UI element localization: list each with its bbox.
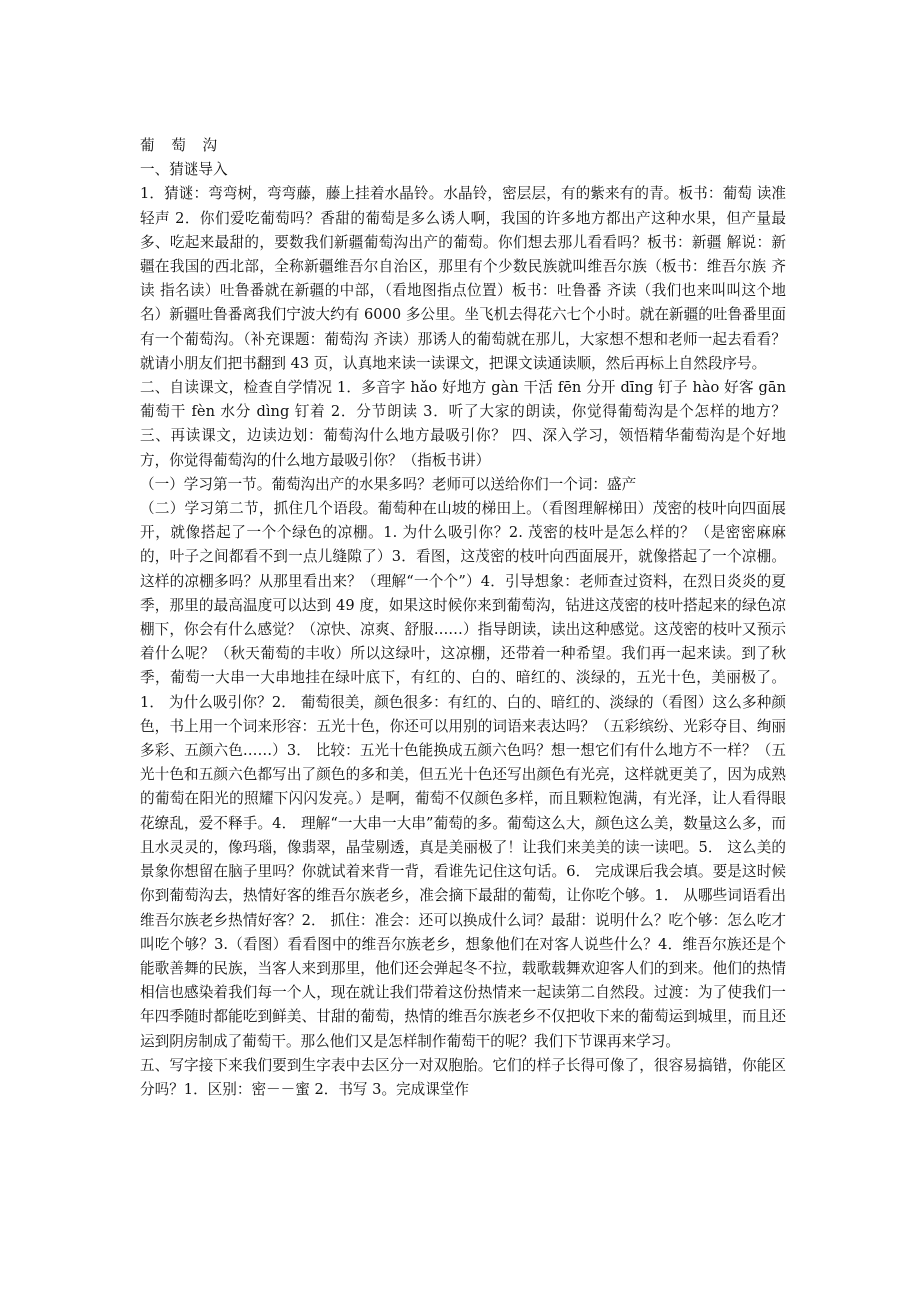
paragraph-riddle-introduction: 1．猜谜：弯弯树，弯弯藤，藤上挂着水晶铃。水晶铃，密层层，有的紫来有的青。板书：葡萄 读准轻声 2．你们爱吃葡萄吗？香甜的葡萄是多么诱人啊，我国的许多地方都出产这种水果，但产量最多、吃起来最甜的，要数我们新疆葡萄沟出产的葡萄。你们想去那儿看看吗？板书：新疆 解说：新疆在我国的西北部，全称新疆维吾尔自治区，那里有个少数民族就叫维吾尔族（板书：维吾尔族 齐读 指名读）吐鲁番就在新疆的中部，（看地图指点位置）板书：吐鲁番 齐读（我们也来叫叫这个地名）新疆吐鲁番离我们宁波大约有 6000 多公里。坐飞机去得花六七个小时。就在新疆的吐鲁番里面有一个葡萄沟。（补充课题：葡萄沟 齐读）那诱人的葡萄就在那儿，大家想不想和老师一起去看看？就请小朋友们把书翻到 43 页，认真地来读一读课文，把课文读通读顺，然后再标上自然段序号。	[140, 185, 786, 372]
paragraph-section-one: （一）学习第一节。葡萄沟出产的水果多吗？老师可以送给你们一个词：盛产	[140, 475, 637, 493]
section-heading-guess-intro: 一、猜谜导入	[140, 161, 228, 179]
document-page	[140, 134, 786, 1102]
document-title: 葡 萄 沟	[140, 137, 224, 154]
paragraph-section-two: （二）学习第二节，抓住几个语段。葡萄种在山坡的梯田上。（看图理解梯田）茂密的枝叶向四面展开，就像搭起了一个个绿色的凉棚。1. 为什么吸引你？2. 茂密的枝叶是怎么样的？（是密密麻麻的，叶子之间都看不到一点儿缝隙了）3．看图，这茂密的枝叶向西面展开，就像搭起了一个凉棚。这样的凉棚多吗？从那里看出来？（理解“一个个”）4．引导想象：老师查过资料，在烈日炎炎的夏季，那里的最高温度可以达到 49 度，如果这时候你来到葡萄沟，钻进这茂密的枝叶搭起来的绿色凉棚下，你会有什么感觉？（凉快、凉爽、舒服……）指导朗读，读出这种感觉。这茂密的枝叶又预示着什么呢？（秋天葡萄的丰收）所以这绿叶，这凉棚，还带着一种希望。我们再一起来读。到了秋季，葡萄一大串一大串地挂在绿叶底下，有红的、白的、暗红的、淡绿的，五光十色，美丽极了。1． 为什么吸引你？2． 葡萄很美，颜色很多：有红的、白的、暗红的、淡绿的（看图）这么多种颜色，书上用一个词来形容：五光十色，你还可以用别的词语来表达吗？（五彩缤纷、光彩夺目、绚丽多彩、五颜六色……）3． 比较：五光十色能换成五颜六色吗？想一想它们有什么地方不一样？（五光十色和五颜六色都写出了颜色的多和美，但五光十色还写出颜色有光亮，这样就更美了，因为成熟的葡萄在阳光的照耀下闪闪发亮。）是啊，葡萄不仅颜色多样，而且颗粒饱满，有光泽，让人看得眼花缭乱，爱不释手。4． 理解“一大串一大串”葡萄的多。葡萄这么大，颜色这么美，数量这么多，而且水灵灵的，像玛瑙，像翡翠，晶莹剔透，真是美丽极了！让我们来美美的读一读吧。5． 这么美的景象你想留在脑子里吗？你就试着来背一背，看谁先记住这句话。6． 完成课后我会填。要是这时候你到葡萄沟去，热情好客的维吾尔族老乡，准会摘下最甜的葡萄，让你吃个够。1． 从哪些词语看出维吾尔族老乡热情好客？2． 抓住：准会：还可以换成什么词？最甜：说明什么？吃个够：怎么吃才叫吃个够？3.（看图）看看图中的维吾尔族老乡，想象他们在对客人说些什么？4．维吾尔族还是个能歌善舞的民族，当客人来到那里，他们还会弹起冬不拉，载歌载舞欢迎客人们的到来。他们的热情相信也感染着我们每一个人，现在就让我们带着这份热情来一起读第二自然段。过渡：为了使我们一年四季随时都能吃到鲜美、甘甜的葡萄，热情的维吾尔族老乡不仅把收下来的葡萄运到城里，而且还运到阴房制成了葡萄干。那么他们又是怎样制作葡萄干的呢？我们下节课再来学习。	[140, 500, 786, 1050]
paragraph-self-reading: 二、自读课文，检查自学情况 1．多音字 hǎo 好地方 gàn 干活 fēn 分开 dīng 钉子 hào 好客 gān 葡萄干 fèn 水分 dìng 钉着 2．分节朗读 3．听了大家的朗读，你觉得葡萄沟是个怎样的地方？ 三、再读课文，边读边划：葡萄沟什么地方最吸引你？ 四、深入学习，领悟精华葡萄沟是个好地方，你觉得葡萄沟的什么地方最吸引你？（指板书讲）	[140, 379, 786, 469]
paragraph-writing-practice: 五、写字接下来我们要到生字表中去区分一对双胞胎。它们的样子长得可像了，很容易搞错，你能区分吗？1．区别：密－－蜜 2．书写 3。完成课堂作	[140, 1056, 786, 1098]
